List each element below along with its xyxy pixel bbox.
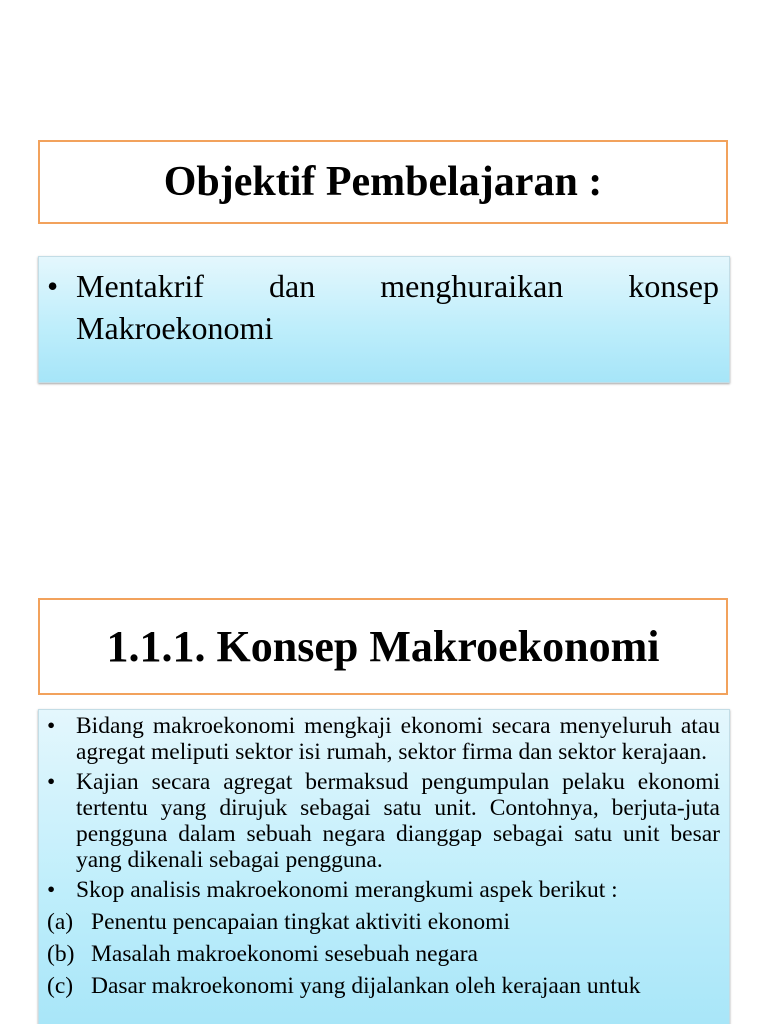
sub-item-text: Masalah makroekonomi sesebuah negara	[91, 941, 478, 967]
bullet-icon: •	[47, 877, 56, 903]
slide2-sub-item	[47, 909, 720, 935]
slide2-title: 1.1.1. Konsep Makroekonomi	[106, 622, 660, 671]
slide2-content-box	[38, 709, 730, 1024]
slide2-bullet-text: Kajian secara agregat bermaksud pengumpulan pelaku ekonomi tertentu yang dirujuk sebagai satu unit. Contohnya, berjuta-juta pengguna dalam sebuah negara dianggap sebagai satu unit besar yang dikenali sebagai pengguna.	[76, 769, 720, 873]
slide2-bullet-text: Skop analisis makroekonomi merangkumi aspek berikut :	[76, 877, 618, 903]
slide2-title-box	[38, 598, 728, 695]
slide1-bullet-text: Mentakrif dan menghuraikan konsep Makroekonomi	[76, 268, 719, 346]
slide2-sub-item	[47, 941, 720, 967]
sub-item-text: Dasar makroekonomi yang dijalankan oleh kerajaan untuk	[91, 973, 641, 999]
slide1-title: Objektif Pembelajaran :	[163, 159, 603, 205]
slide1-title-box	[38, 140, 728, 224]
slide2-bullet-item	[47, 769, 720, 873]
bullet-icon: •	[47, 769, 56, 795]
slide1-bullet-item	[47, 265, 719, 349]
sub-item-label: (a)	[47, 909, 74, 935]
sub-item-text: Penentu pencapaian tingkat aktiviti ekonomi	[91, 909, 510, 935]
slide2-sub-item	[47, 973, 720, 999]
bullet-icon: •	[47, 713, 56, 739]
slide2-bullet-item	[47, 713, 720, 765]
slide2-bullet-item	[47, 877, 720, 903]
sub-item-label: (c)	[47, 973, 74, 999]
sub-item-label: (b)	[47, 941, 75, 967]
slide2-bullet-text: Bidang makroekonomi mengkaji ekonomi secara menyeluruh atau agregat meliputi sektor isi rumah, sektor firma dan sektor kerajaan.	[76, 713, 720, 765]
bullet-icon: •	[47, 268, 59, 304]
slide1-content-box	[38, 256, 730, 383]
